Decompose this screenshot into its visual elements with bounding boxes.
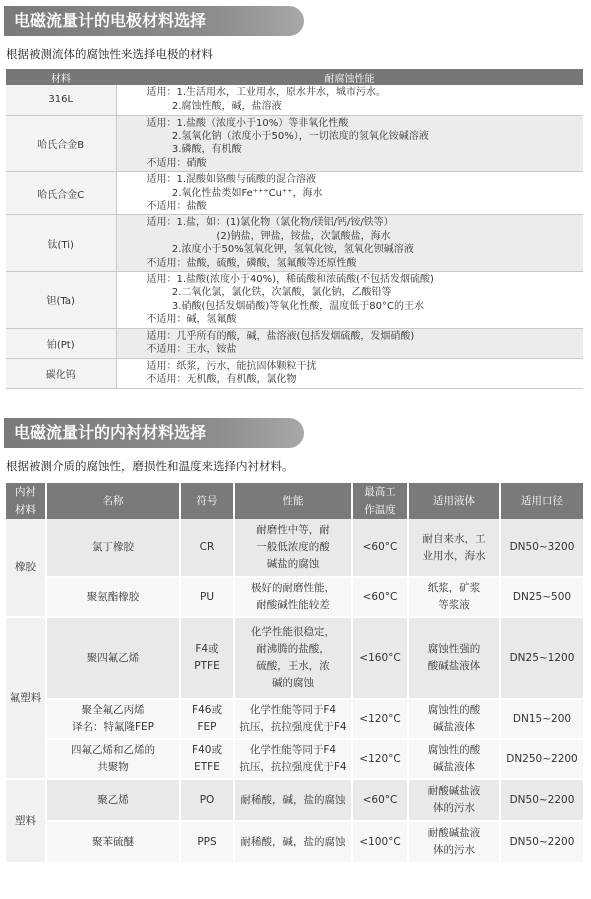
name-cell: 氯丁橡胶 xyxy=(46,519,180,577)
size-cell: DN50~3200 xyxy=(500,519,583,577)
corrosion-line: 不适用：王水，铵盐 xyxy=(146,344,237,356)
corrosion-cell xyxy=(116,172,583,215)
temp-cell: <120°C xyxy=(352,739,408,779)
corrosion-line: 2.氢氧化钠（浓度小于50%），一切浓度的氢氧化铵碱溶液 xyxy=(146,130,429,142)
temp-cell: <120°C xyxy=(352,699,408,739)
size-cell: DN25~500 xyxy=(500,577,583,617)
name-cell: 聚氨酯橡胶 xyxy=(46,577,180,617)
corrosion-line: 不适用：无机酸，有机酸，氯化物 xyxy=(146,374,297,386)
lining-category-cell: 氟塑料 xyxy=(6,617,46,779)
corrosion-line: 适用：几乎所有的酸，碱，盐溶液(包括发烟硫酸，发烟硝酸) xyxy=(146,330,415,342)
corrosion-line: 2.氧化性盐类如Fe⁺⁺⁺Cu⁺⁺，海水 xyxy=(146,187,323,199)
corrosion-cell xyxy=(116,358,583,388)
material-cell: 哈氏合金B xyxy=(6,115,116,172)
corrosion-line: 不适用：硝酸 xyxy=(146,157,207,169)
table-row xyxy=(6,519,583,577)
liquid-cell: 耐酸碱盐液 体的污水 xyxy=(408,821,500,863)
table-row xyxy=(6,779,583,821)
section2-title: 电磁流量计的内衬材料选择 xyxy=(4,418,304,448)
table-row xyxy=(6,328,583,358)
corrosion-line: 适用：1.盐酸（浓度小于10%）等非氧化性酸 xyxy=(146,117,349,129)
liquid-cell: 纸浆，矿浆 等浆液 xyxy=(408,577,500,617)
header-max-temp: 最高工 作温度 xyxy=(352,483,408,519)
material-cell: 哈氏合金C xyxy=(6,172,116,215)
corrosion-line: 不适用：盐酸 xyxy=(146,200,207,212)
symbol-cell: F4或 PTFE xyxy=(180,617,234,699)
table-row xyxy=(6,271,583,328)
corrosion-cell xyxy=(116,215,583,272)
temp-cell: <100°C xyxy=(352,821,408,863)
material-cell: 铂(Pt) xyxy=(6,328,116,358)
corrosion-cell xyxy=(116,328,583,358)
corrosion-line: 适用：纸浆，污水，能抗固体颗粒干扰 xyxy=(146,360,317,372)
liquid-cell: 耐自来水，工 业用水，海水 xyxy=(408,519,500,577)
liquid-cell: 腐蚀性的酸 碱盐液体 xyxy=(408,699,500,739)
symbol-cell: PU xyxy=(180,577,234,617)
performance-cell: 耐磨性中等，耐 一般低浓度的酸 碱盐的腐蚀 xyxy=(234,519,352,577)
section2-intro: 根据被测介质的腐蚀性，磨损性和温度来选择内衬材料。 xyxy=(6,459,294,473)
corrosion-line: 3.磷酸，有机酸 xyxy=(146,144,242,156)
size-cell: DN50~2200 xyxy=(500,779,583,821)
performance-cell: 极好的耐磨性能， 耐酸碱性能较差 xyxy=(234,577,352,617)
header-symbol: 符号 xyxy=(180,483,234,519)
size-cell: DN15~200 xyxy=(500,699,583,739)
liquid-cell: 耐酸碱盐液 体的污水 xyxy=(408,779,500,821)
size-cell: DN25~1200 xyxy=(500,617,583,699)
table-row xyxy=(6,85,583,115)
table-row xyxy=(6,358,583,388)
name-cell: 聚乙烯 xyxy=(46,779,180,821)
symbol-cell: CR xyxy=(180,519,234,577)
table-row xyxy=(6,215,583,272)
table-row xyxy=(6,699,583,739)
corrosion-line: 适用：1.盐酸(浓度小于40%)，稀硫酸和浓硫酸(不包括发烟硫酸) xyxy=(146,273,434,285)
table-row xyxy=(6,617,583,699)
section1-title: 电磁流量计的电极材料选择 xyxy=(4,6,304,36)
corrosion-line: 3.硝酸(包括发烟硝酸)等氧化性酸，温度低于80°C的王水 xyxy=(146,300,424,312)
corrosion-line: 不适用：盐酸，硫酸，磷酸，氢氟酸等还原性酸 xyxy=(146,257,357,269)
temp-cell: <60°C xyxy=(352,519,408,577)
section1-intro: 根据被测流体的腐蚀性来选择电极的材料 xyxy=(6,47,213,61)
corrosion-line: 2.浓度小于50%氢氧化钾，氢氧化铵，氢氧化钡碱溶液 xyxy=(146,244,414,256)
corrosion-cell xyxy=(116,85,583,115)
table-row xyxy=(6,739,583,779)
header-size: 适用口径 xyxy=(500,483,583,519)
performance-cell: 化学性能很稳定， 耐沸腾的盐酸， 硫酸，王水，浓 碱的腐蚀 xyxy=(234,617,352,699)
header-performance: 性能 xyxy=(234,483,352,519)
table-row xyxy=(6,821,583,863)
temp-cell: <60°C xyxy=(352,779,408,821)
name-cell: 聚苯硫醚 xyxy=(46,821,180,863)
electrode-material-table xyxy=(6,69,583,389)
table-row xyxy=(6,172,583,215)
header-liquid: 适用液体 xyxy=(408,483,500,519)
header-material: 材料 xyxy=(6,69,116,85)
size-cell: DN50~2200 xyxy=(500,821,583,863)
corrosion-line: (2)钠盐，钾盐，铵盐，次氯酸盐，海水 xyxy=(146,230,391,242)
material-cell: 碳化钨 xyxy=(6,358,116,388)
header-lining: 内衬 材料 xyxy=(6,483,46,519)
table-row xyxy=(6,115,583,172)
corrosion-cell xyxy=(116,115,583,172)
name-cell: 聚全氟乙丙烯 译名：特氟隆FEP xyxy=(46,699,180,739)
symbol-cell: F40或 ETFE xyxy=(180,739,234,779)
size-cell: DN250~2200 xyxy=(500,739,583,779)
corrosion-cell xyxy=(116,271,583,328)
temp-cell: <160°C xyxy=(352,617,408,699)
corrosion-line: 不适用：碱，氢氟酸 xyxy=(146,314,237,326)
performance-cell: 耐稀酸，碱，盐的腐蚀 xyxy=(234,821,352,863)
corrosion-line: 2.腐蚀性酸，碱，盐溶液 xyxy=(146,100,282,112)
header-corrosion: 耐腐蚀性能 xyxy=(116,69,583,85)
name-cell: 聚四氟乙烯 xyxy=(46,617,180,699)
material-cell: 钛(Ti) xyxy=(6,215,116,272)
material-cell: 钽(Ta) xyxy=(6,271,116,328)
performance-cell: 化学性能等同于F4 抗压，抗拉强度优于F4 xyxy=(234,699,352,739)
liquid-cell: 腐蚀性强的 酸碱盐液体 xyxy=(408,617,500,699)
temp-cell: <60°C xyxy=(352,577,408,617)
corrosion-line: 适用：1.生活用水，工业用水，原水井水，城市污水。 xyxy=(146,87,387,99)
name-cell: 四氟乙烯和乙烯的 共聚物 xyxy=(46,739,180,779)
performance-cell: 化学性能等同于F4 抗压，抗拉强度优于F4 xyxy=(234,739,352,779)
symbol-cell: PO xyxy=(180,779,234,821)
lining-category-cell: 塑料 xyxy=(6,779,46,863)
corrosion-line: 适用：1.盐，如：(1)氯化物（氯化物/镁铝/钙/铵/铁等） xyxy=(146,217,394,229)
material-cell: 316L xyxy=(6,85,116,115)
lining-category-cell: 橡胶 xyxy=(6,519,46,617)
lining-material-table xyxy=(6,483,583,864)
corrosion-line: 适用：1.混酸如铬酸与硫酸的混合溶液 xyxy=(146,174,317,186)
table-row xyxy=(6,577,583,617)
corrosion-line: 2.二氧化氯，氯化铁，次氯酸，氯化钠，乙酸铅等 xyxy=(146,287,392,299)
performance-cell: 耐稀酸，碱，盐的腐蚀 xyxy=(234,779,352,821)
symbol-cell: PPS xyxy=(180,821,234,863)
symbol-cell: F46或 FEP xyxy=(180,699,234,739)
header-name: 名称 xyxy=(46,483,180,519)
liquid-cell: 腐蚀性的酸 碱盐液体 xyxy=(408,739,500,779)
